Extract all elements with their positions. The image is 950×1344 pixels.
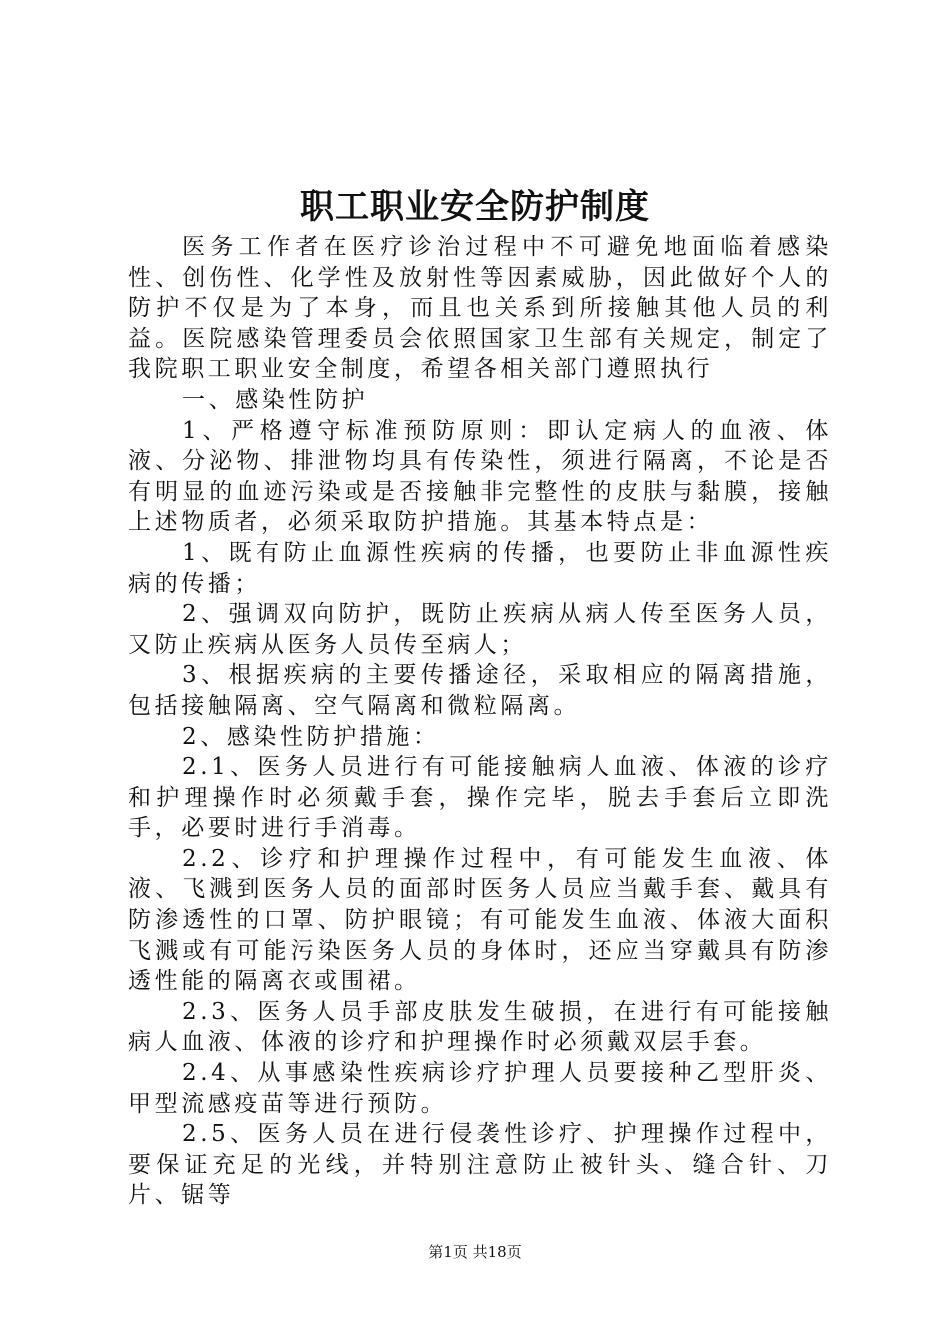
paragraph: 2.2、诊疗和护理操作过程中，有可能发生血液、体液、飞溅到医务人员的面部时医务人员应当戴手套、戴具有防渗透性的口罩、防护眼镜；有可能发生血液、体液大面积飞溅或有可能污染医务人员的身体时，还应当穿戴具有防渗透性能的隔离衣或围裙。 xyxy=(128,845,832,995)
subsection-heading: 2、感染性防护措施： xyxy=(182,723,440,750)
paragraph: 2.5、医务人员在进行侵袭性诊疗、护理操作过程中，要保证充足的光线，并特别注意防止被针头、缝合针、刀片、锯等 xyxy=(128,1121,832,1209)
paragraph: 2.3、医务人员手部皮肤发生破损，在进行有可能接触病人血液、体液的诊疗和护理操作时必须戴双层手套。 xyxy=(128,998,832,1056)
section-heading: 一、感染性防护 xyxy=(182,386,369,413)
paragraph: 2.4、从事感染性疾病诊疗护理人员要接种乙型肝炎、甲型流感疫苗等进行预防。 xyxy=(128,1060,832,1117)
paragraph: 3、根据疾病的主要传播途径，采取相应的隔离措施，包括接触隔离、空气隔离和微粒隔离。 xyxy=(128,662,832,719)
intro-paragraph: 医务工作者在医疗诊治过程中不可避免地面临着感染性、创伤性、化学性及放射性等因素威胁，因此做好个人的防护不仅是为了本身，而且也关系到所接触其他人员的利益。医院感染管理委员会依照国家卫生部有关规定，制定了我院职工职业安全制度，希望各相关部门遵照执行 xyxy=(128,234,832,383)
paragraph: 2.1、医务人员进行有可能接触病人血液、体液的诊疗和护理操作时必须戴手套，操作完毕，脱去手套后立即洗手，必要时进行手消毒。 xyxy=(128,754,832,842)
document-title: 职工职业安全防护制度 xyxy=(300,187,650,227)
paragraph: 1、严格遵守标准预防原则：即认定病人的血液、体液、分泌物、排泄物均具有传染性，须进行隔离，不论是否有明显的血迹污染或是否接触非完整性的皮肤与黏膜，接触上述物质者，必须采取防护措施。其基本特点是： xyxy=(128,417,832,536)
paragraph: 1、既有防止血源性疾病的传播，也要防止非血源性疾病的传播； xyxy=(128,539,832,597)
document-body xyxy=(128,232,832,1211)
page-footer: 第1页 共18页 xyxy=(428,1243,522,1261)
paragraph: 2、强调双向防护，既防止疾病从病人传至医务人员，又防止疾病从医务人员传至病人； xyxy=(128,601,832,658)
